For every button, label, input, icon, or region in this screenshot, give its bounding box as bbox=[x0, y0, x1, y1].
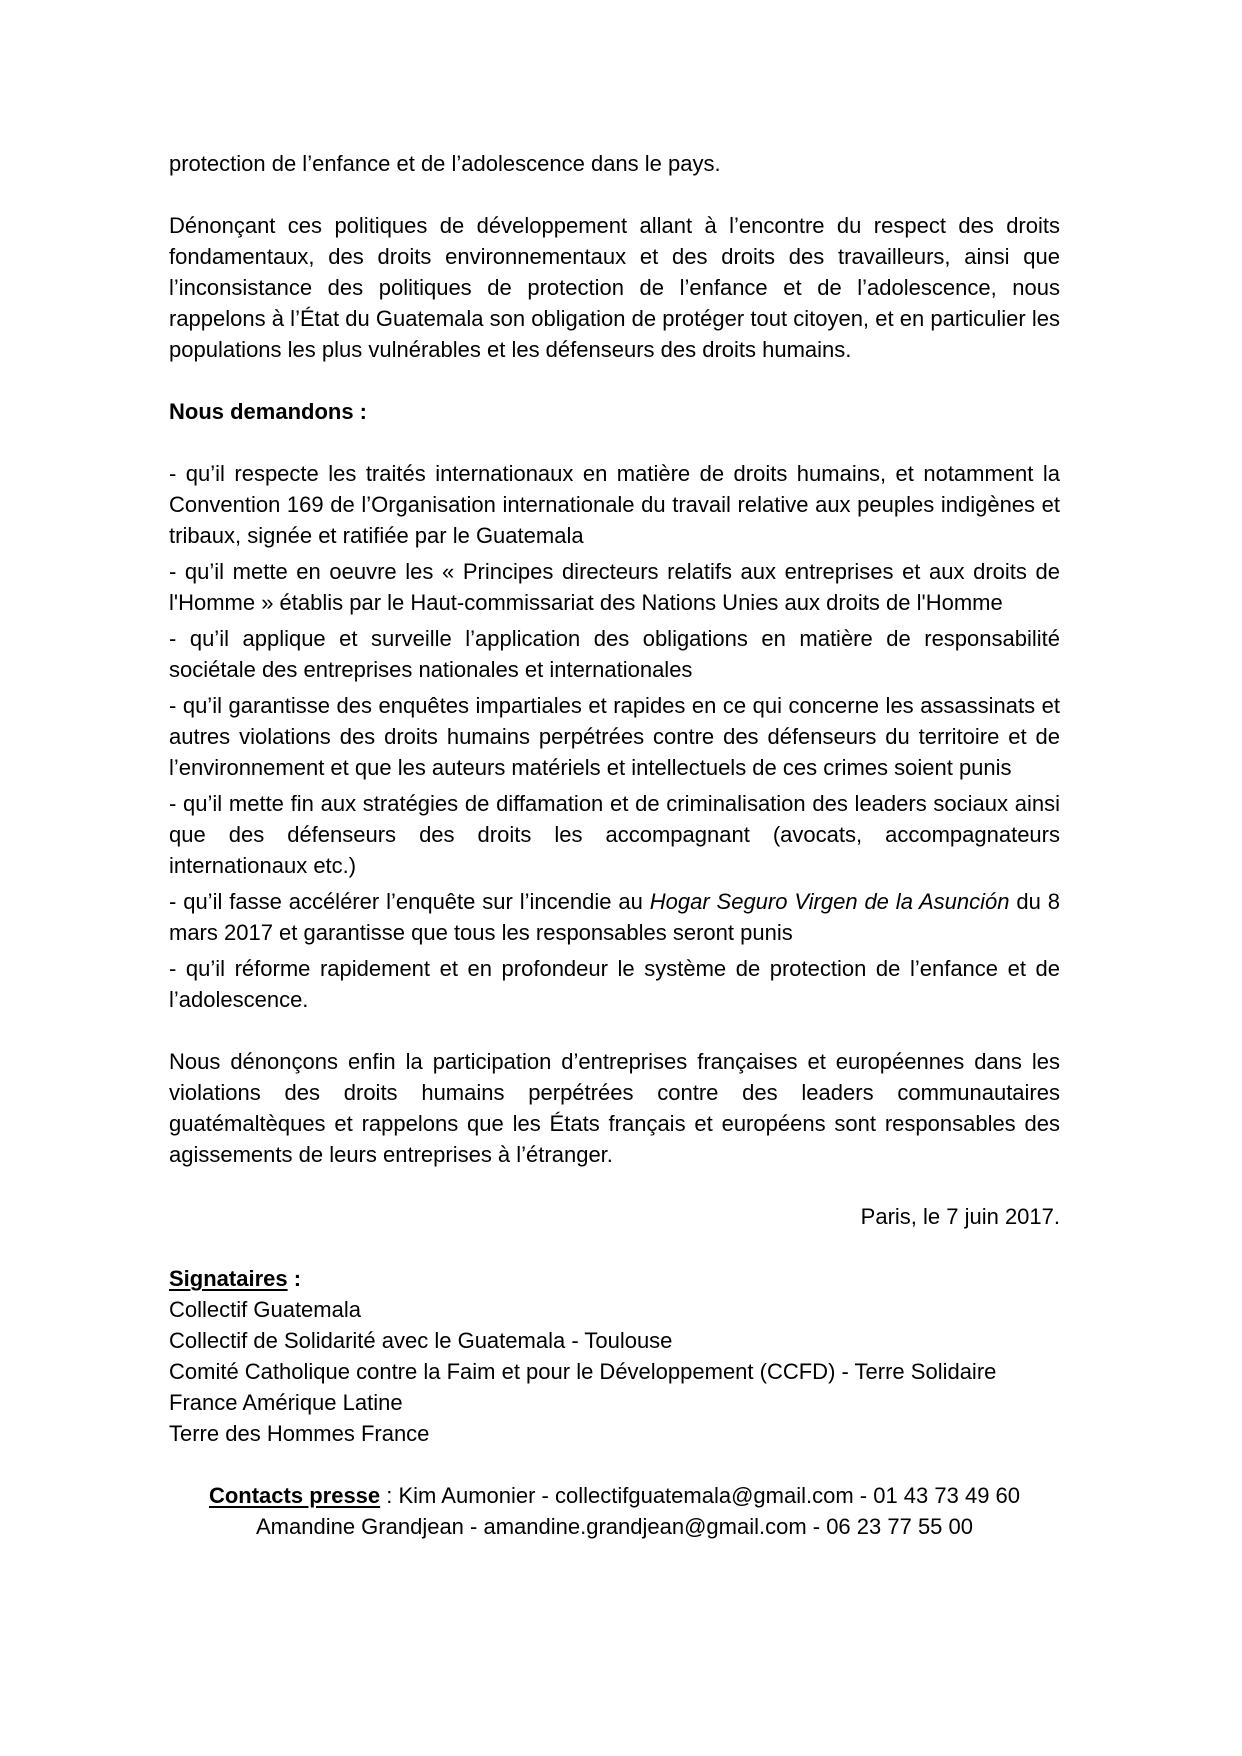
denoncant-paragraph: Dénonçant ces politiques de développement allant à l’encontre du respect des droits fondamentaux, des droits environnementaux et des droits des travailleurs, ainsi que l’inconsistance des politiques de protection de l’enfance et de l’adolescence, nous rappelons à l’État du Guatemala son obligation de protéger tout citoyen, et en particulier les populations les plus vulnérables et les défenseurs des droits humains. bbox=[169, 213, 1060, 362]
demand-item-1: - qu’il respecte les traités internationaux en matière de droits humains, et notamment la Convention 169 de l’Organisation internationale du travail relative aux peuples indigènes et tribaux, signée et ratifiée par le Guatemala bbox=[169, 461, 1060, 548]
signatory-item-4: France Amérique Latine bbox=[169, 1390, 403, 1415]
contacts-line-1 bbox=[169, 1480, 1060, 1511]
signatories-label: Signataires bbox=[169, 1266, 288, 1291]
demand-incendie-post: du 8 mars 2017 et garantisse que tous les responsables seront punis bbox=[169, 889, 1061, 945]
demand-item-3: - qu’il applique et surveille l’application des obligations en matière de responsabilité sociétale des entreprises nationales et internationales bbox=[169, 626, 1060, 682]
signatory-item-3: Comité Catholique contre la Faim et pour le Développement (CCFD) - Terre Solidaire bbox=[169, 1359, 997, 1384]
demand-item-6-incendie bbox=[169, 886, 1060, 948]
demand-incendie-pre: - qu’il fasse accélérer l’enquête sur l’incendie au bbox=[169, 889, 650, 914]
dateline: Paris, le 7 juin 2017. bbox=[860, 1204, 1060, 1229]
demands-heading: Nous demandons : bbox=[169, 399, 368, 424]
demands-list bbox=[169, 458, 1060, 1015]
final-paragraph: Nous dénonçons enfin la participation d’entreprises françaises et européennes dans les violations des droits humains perpétrées contre des leaders communautaires guatémaltèques et rappelons que les États français et européens sont responsables des agissements de leurs entreprises à l’étranger. bbox=[169, 1049, 1060, 1167]
demand-incendie-italic: Hogar Seguro Virgen de la Asunción bbox=[649, 889, 1010, 914]
contacts-line-2: Amandine Grandjean - amandine.grandjean@gmail.com - 06 23 77 55 00 bbox=[256, 1514, 973, 1539]
signatory-item-5: Terre des Hommes France bbox=[169, 1421, 430, 1446]
signatories-list bbox=[169, 1294, 1060, 1449]
demand-item-5: - qu’il mette fin aux stratégies de diffamation et de criminalisation des leaders sociaux ainsi que des défenseurs des droits les accompagnant (avocats, accompagnateurs internationaux etc.) bbox=[169, 791, 1060, 878]
demand-item-2: - qu’il mette en oeuvre les « Principes directeurs relatifs aux entreprises et aux droits de l'Homme » établis par le Haut-commissariat des Nations Unies aux droits de l'Homme bbox=[169, 559, 1060, 615]
document-content bbox=[169, 148, 1060, 1542]
signatories-colon: : bbox=[287, 1266, 302, 1291]
demand-item-4: - qu’il garantisse des enquêtes impartiales et rapides en ce qui concerne les assassinats et autres violations des droits humains perpétrées contre des défenseurs du territoire et de l’environnement et que les auteurs matériels et intellectuels de ces crimes soient punis bbox=[169, 693, 1060, 780]
signatory-item-2: Collectif de Solidarité avec le Guatemala - Toulouse bbox=[169, 1328, 673, 1353]
demand-item-7: - qu’il réforme rapidement et en profondeur le système de protection de l’enfance et de l’adolescence. bbox=[169, 956, 1060, 1012]
signatories-heading bbox=[169, 1263, 1060, 1294]
signatory-item-1: Collectif Guatemala bbox=[169, 1297, 361, 1322]
intro-paragraph: protection de l’enfance et de l’adolescence dans le pays. bbox=[169, 151, 721, 176]
contacts-line-1-rest: : Kim Aumonier - collectifguatemala@gmail.com - 01 43 73 49 60 bbox=[380, 1483, 1021, 1508]
contacts-presse-label: Contacts presse bbox=[208, 1483, 381, 1508]
